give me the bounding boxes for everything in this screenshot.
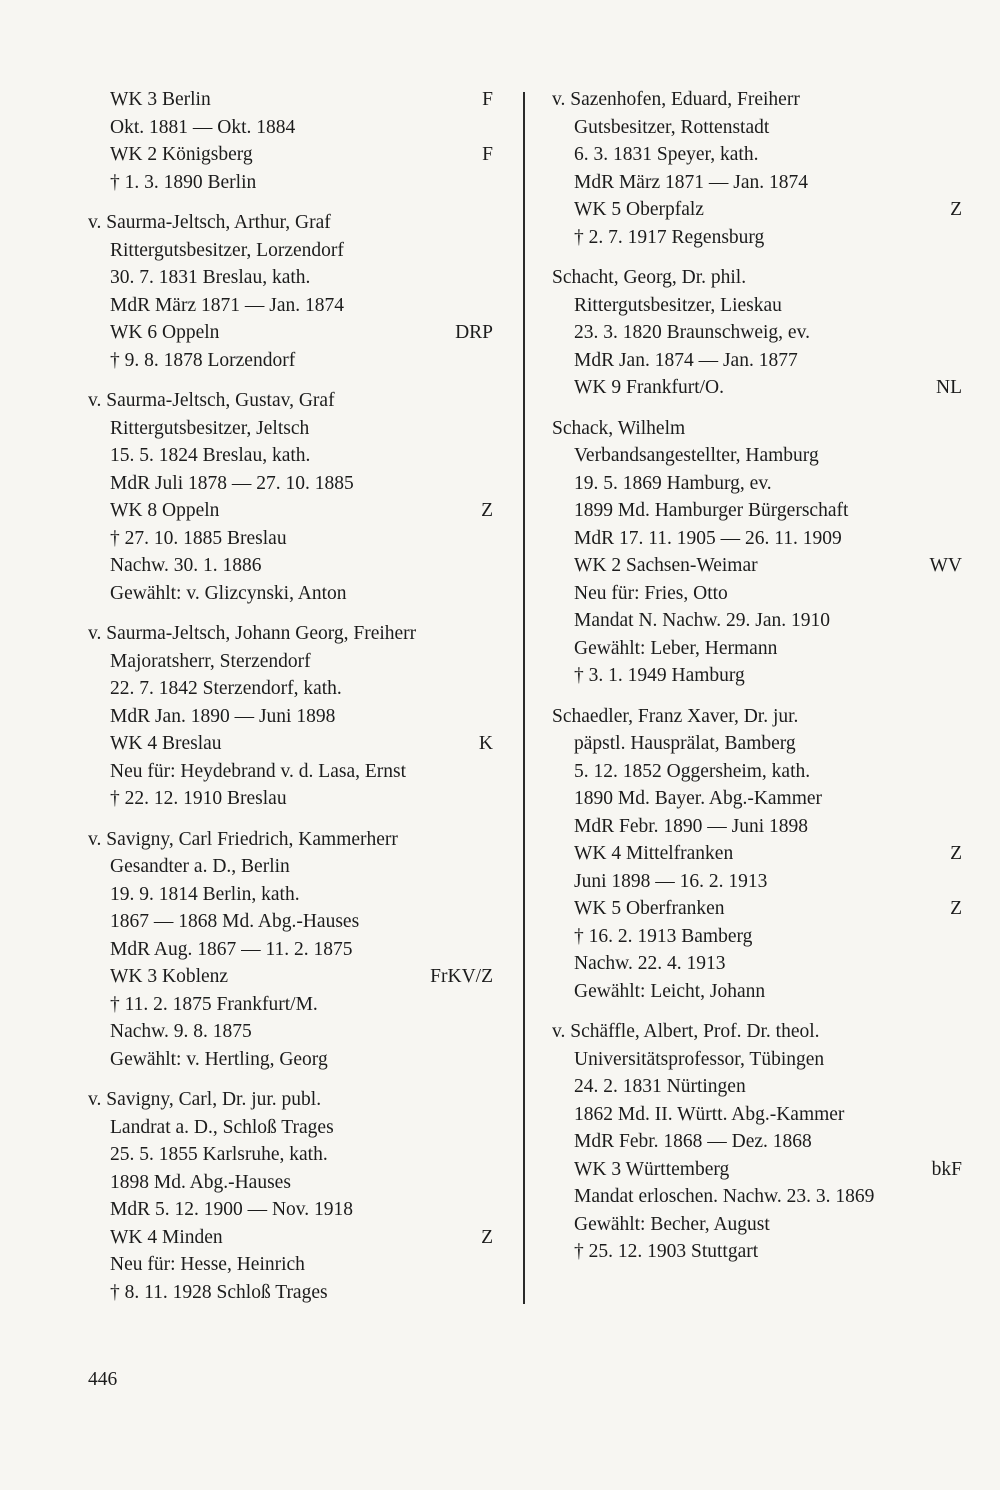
party-code: F — [482, 89, 493, 110]
entry-detail-line — [88, 552, 493, 580]
entry-name-line — [88, 1086, 493, 1114]
entry-detail-line — [88, 648, 493, 676]
line-text: 30. 7. 1831 Breslau, kath. — [110, 267, 311, 288]
line-text: Gewählt: v. Hertling, Georg — [110, 1048, 328, 1070]
entry-detail-line — [552, 730, 962, 758]
page-number: 446 — [88, 1369, 118, 1390]
line-text: WK 8 Oppeln — [110, 500, 220, 521]
entry-detail-line — [88, 908, 493, 936]
line-text: WK 4 Minden — [110, 1226, 223, 1248]
entry-detail-line — [88, 1279, 493, 1307]
entry-detail-line — [552, 758, 962, 786]
entry-detail-line — [552, 840, 962, 868]
entry-detail-line — [552, 442, 962, 470]
entry-detail-line — [88, 991, 493, 1019]
entry-detail-line — [88, 141, 493, 169]
line-text: MdR Aug. 1867 — 11. 2. 1875 — [110, 938, 353, 960]
entry-separator — [552, 690, 962, 703]
line-text: 1867 — 1868 Md. Abg.-Hauses — [110, 911, 360, 932]
entry-detail-line — [552, 1211, 962, 1239]
line-text: † 1. 3. 1890 Berlin — [110, 171, 257, 193]
entry-detail-line — [552, 525, 962, 553]
entry-detail-line — [88, 1224, 493, 1252]
entry-name-line — [552, 264, 962, 292]
line-text: 22. 7. 1842 Sterzendorf, kath. — [110, 678, 342, 699]
line-text: 15. 5. 1824 Breslau, kath. — [110, 445, 311, 466]
entry-detail-line — [88, 237, 493, 265]
line-text: MdR Febr. 1868 — Dez. 1868 — [574, 1131, 812, 1152]
entry-detail-line — [552, 470, 962, 498]
line-text: † 3. 1. 1949 Hamburg — [574, 665, 745, 686]
line-text: Rittergutsbesitzer, Lorzendorf — [110, 239, 344, 261]
entry-name-line — [88, 620, 493, 648]
entry-detail-line — [552, 813, 962, 841]
entry-detail-line — [552, 1073, 962, 1101]
entry-detail-line — [552, 1046, 962, 1074]
entry-separator — [552, 1005, 962, 1018]
biography-entry — [552, 703, 962, 1006]
line-text: MdR 17. 11. 1905 — 26. 11. 1909 — [574, 527, 842, 549]
entry-detail-line — [552, 895, 962, 923]
line-text: Gewählt: Leber, Hermann — [574, 637, 778, 659]
entry-detail-line — [552, 497, 962, 525]
entry-detail-line — [88, 730, 493, 758]
biography-entry — [552, 86, 962, 251]
entry-name-line — [88, 826, 493, 854]
line-text: † 8. 11. 1928 Schloß Trages — [110, 1281, 328, 1303]
biography-entry — [88, 86, 493, 196]
entry-detail-line — [552, 1183, 962, 1211]
line-text: 1890 Md. Bayer. Abg.-Kammer — [574, 788, 823, 809]
line-text: MdR Febr. 1890 — Juni 1898 — [574, 815, 809, 837]
left-column — [88, 86, 493, 1306]
line-text: v. Sazenhofen, Eduard, Freiherr — [552, 89, 800, 110]
party-code: Z — [950, 843, 962, 864]
entry-name-line — [552, 703, 962, 731]
entry-detail-line — [552, 347, 962, 375]
line-text: 1898 Md. Abg.-Hauses — [110, 1171, 291, 1193]
line-text: Neu für: Hesse, Heinrich — [110, 1254, 305, 1275]
line-text: WK 4 Mittelfranken — [574, 843, 734, 864]
biography-entry — [88, 387, 493, 607]
entry-detail-line — [552, 580, 962, 608]
party-code: K — [478, 733, 493, 754]
biography-entry — [88, 826, 493, 1074]
party-code: F — [482, 144, 493, 165]
line-text: Mandat erloschen. Nachw. 23. 3. 1869 — [574, 1186, 875, 1207]
entry-detail-line — [552, 950, 962, 978]
line-text: MdR März 1871 — Jan. 1874 — [110, 294, 344, 316]
line-text: WK 6 Oppeln — [110, 322, 220, 343]
line-text: Rittergutsbesitzer, Jeltsch — [110, 417, 310, 439]
line-text: WK 2 Sachsen-Weimar — [574, 555, 758, 576]
entry-detail-line — [88, 114, 493, 142]
party-code: WV — [929, 555, 962, 576]
party-code: Z — [950, 199, 962, 220]
line-text: WK 3 Koblenz — [110, 966, 229, 987]
entry-detail-line — [88, 347, 493, 375]
party-code: Z — [481, 500, 493, 521]
biography-entry — [88, 620, 493, 813]
line-text: Schack, Wilhelm — [552, 417, 686, 439]
party-code: bkF — [931, 1158, 962, 1180]
entry-detail-line — [88, 1196, 493, 1224]
entry-name-line — [552, 1018, 962, 1046]
line-text: Gewählt: Becher, August — [574, 1213, 770, 1235]
line-text: MdR März 1871 — Jan. 1874 — [574, 171, 808, 193]
party-code: Z — [950, 898, 962, 919]
line-text: v. Saurma-Jeltsch, Johann Georg, Freiherr — [88, 623, 417, 644]
entry-detail-line — [552, 552, 962, 580]
entry-detail-line — [88, 881, 493, 909]
line-text: WK 5 Oberfranken — [574, 898, 725, 919]
line-text: † 25. 12. 1903 Stuttgart — [574, 1241, 759, 1262]
entry-detail-line — [88, 758, 493, 786]
entry-name-line — [552, 86, 962, 114]
line-text: 19. 9. 1814 Berlin, kath. — [110, 883, 300, 905]
line-text: v. Schäffle, Albert, Prof. Dr. theol. — [552, 1021, 820, 1042]
line-text: 5. 12. 1852 Oggersheim, kath. — [574, 760, 811, 782]
party-code: Z — [481, 1226, 493, 1248]
line-text: Okt. 1881 — Okt. 1884 — [110, 116, 296, 138]
line-text: † 27. 10. 1885 Breslau — [110, 527, 287, 549]
biography-entry — [88, 209, 493, 374]
line-text: Gewählt: Leicht, Johann — [574, 980, 766, 1002]
line-text: 6. 3. 1831 Speyer, kath. — [574, 144, 759, 165]
entry-detail-line — [88, 497, 493, 525]
entry-detail-line — [88, 1169, 493, 1197]
line-text: 24. 2. 1831 Nürtingen — [574, 1076, 746, 1097]
line-text: Neu für: Heydebrand v. d. Lasa, Ernst — [110, 760, 407, 782]
entry-name-line — [552, 415, 962, 443]
entry-detail-line — [88, 785, 493, 813]
entry-separator — [552, 402, 962, 415]
entry-detail-line — [88, 470, 493, 498]
entry-detail-line — [88, 1251, 493, 1279]
entry-detail-line — [88, 703, 493, 731]
entry-detail-line — [88, 963, 493, 991]
line-text: Schaedler, Franz Xaver, Dr. jur. — [552, 705, 799, 727]
line-text: † 16. 2. 1913 Bamberg — [574, 925, 753, 947]
line-text: WK 9 Frankfurt/O. — [574, 377, 725, 398]
column-divider — [523, 92, 525, 1304]
party-code: FrKV/Z — [430, 966, 493, 987]
entry-detail-line — [88, 525, 493, 553]
entry-detail-line — [88, 936, 493, 964]
line-text: MdR 5. 12. 1900 — Nov. 1918 — [110, 1199, 354, 1220]
entry-separator — [88, 607, 493, 620]
entry-detail-line — [88, 1114, 493, 1142]
entry-detail-line — [552, 635, 962, 663]
line-text: v. Saurma-Jeltsch, Gustav, Graf — [88, 390, 335, 411]
entry-detail-line — [552, 1128, 962, 1156]
entry-detail-line — [88, 1018, 493, 1046]
entry-name-line — [88, 209, 493, 237]
entry-detail-line — [552, 114, 962, 142]
entry-detail-line — [552, 374, 962, 402]
entry-detail-line — [552, 224, 962, 252]
entry-separator — [88, 374, 493, 387]
entry-separator — [552, 251, 962, 264]
line-text: MdR Juli 1878 — 27. 10. 1885 — [110, 472, 354, 494]
biography-entry — [552, 415, 962, 690]
entry-detail-line — [88, 675, 493, 703]
line-text: Neu für: Fries, Otto — [574, 582, 728, 604]
line-text: WK 4 Breslau — [110, 733, 222, 754]
biography-entry — [552, 264, 962, 402]
entry-detail-line — [552, 1156, 962, 1184]
entry-detail-line — [552, 196, 962, 224]
entry-detail-line — [552, 607, 962, 635]
line-text: Verbandsangestellter, Hamburg — [574, 445, 819, 466]
line-text: Juni 1898 — 16. 2. 1913 — [574, 870, 768, 892]
entry-detail-line — [552, 923, 962, 951]
entry-detail-line — [552, 319, 962, 347]
entry-detail-line — [552, 1238, 962, 1266]
entry-detail-line — [552, 169, 962, 197]
entry-detail-line — [88, 264, 493, 292]
line-text: Gewählt: v. Glizcynski, Anton — [110, 582, 347, 604]
entry-detail-line — [88, 319, 493, 347]
line-text: Gesandter a. D., Berlin — [110, 856, 290, 877]
biography-entry — [552, 1018, 962, 1266]
entry-detail-line — [552, 978, 962, 1006]
entry-detail-line — [88, 853, 493, 881]
line-text: Nachw. 30. 1. 1886 — [110, 555, 262, 576]
line-text: Landrat a. D., Schloß Trages — [110, 1116, 334, 1138]
line-text: † 22. 12. 1910 Breslau — [110, 788, 287, 809]
entry-detail-line — [88, 86, 493, 114]
line-text: WK 3 Berlin — [110, 89, 211, 110]
line-text: 1862 Md. II. Württ. Abg.-Kammer — [574, 1103, 845, 1125]
entry-detail-line — [552, 292, 962, 320]
entry-detail-line — [552, 785, 962, 813]
entry-detail-line — [552, 1101, 962, 1129]
line-text: Rittergutsbesitzer, Lieskau — [574, 294, 782, 316]
line-text: † 11. 2. 1875 Frankfurt/M. — [110, 993, 318, 1015]
line-text: 23. 3. 1820 Braunschweig, ev. — [574, 322, 810, 343]
entry-detail-line — [88, 1046, 493, 1074]
line-text: v. Savigny, Carl, Dr. jur. publ. — [88, 1089, 322, 1110]
line-text: v. Saurma-Jeltsch, Arthur, Graf — [88, 212, 331, 233]
entry-detail-line — [88, 292, 493, 320]
line-text: † 2. 7. 1917 Regensburg — [574, 226, 765, 248]
line-text: Schacht, Georg, Dr. phil. — [552, 267, 747, 288]
line-text: Nachw. 22. 4. 1913 — [574, 953, 726, 974]
entry-detail-line — [88, 169, 493, 197]
line-text: WK 2 Königsberg — [110, 144, 253, 165]
line-text: WK 3 Württemberg — [574, 1158, 730, 1180]
line-text: 25. 5. 1855 Karlsruhe, kath. — [110, 1144, 328, 1165]
entry-detail-line — [552, 662, 962, 690]
right-column — [552, 86, 962, 1266]
entry-detail-line — [552, 868, 962, 896]
line-text: MdR Jan. 1874 — Jan. 1877 — [574, 349, 798, 371]
line-text: 19. 5. 1869 Hamburg, ev. — [574, 472, 772, 494]
line-text: Universitätsprofessor, Tübingen — [574, 1048, 825, 1070]
entry-detail-line — [88, 1141, 493, 1169]
line-text: Nachw. 9. 8. 1875 — [110, 1021, 252, 1042]
line-text: 1899 Md. Hamburger Bürgerschaft — [574, 500, 849, 521]
entry-separator — [88, 196, 493, 209]
entry-separator — [88, 813, 493, 826]
line-text: Mandat N. Nachw. 29. Jan. 1910 — [574, 610, 830, 631]
line-text: v. Savigny, Carl Friedrich, Kammerherr — [88, 828, 398, 850]
entry-detail-line — [88, 580, 493, 608]
line-text: Gutsbesitzer, Rottenstadt — [574, 116, 770, 138]
biography-entry — [88, 1086, 493, 1306]
line-text: WK 5 Oberpfalz — [574, 199, 704, 220]
party-code: DRP — [455, 322, 493, 343]
entry-detail-line — [88, 415, 493, 443]
party-code: NL — [936, 377, 962, 398]
line-text: † 9. 8. 1878 Lorzendorf — [110, 349, 296, 371]
line-text: päpstl. Hausprälat, Bamberg — [574, 733, 796, 754]
entry-separator — [88, 1073, 493, 1086]
line-text: MdR Jan. 1890 — Juni 1898 — [110, 705, 336, 727]
line-text: Majoratsherr, Sterzendorf — [110, 650, 311, 672]
entry-name-line — [88, 387, 493, 415]
entry-detail-line — [88, 442, 493, 470]
entry-detail-line — [552, 141, 962, 169]
